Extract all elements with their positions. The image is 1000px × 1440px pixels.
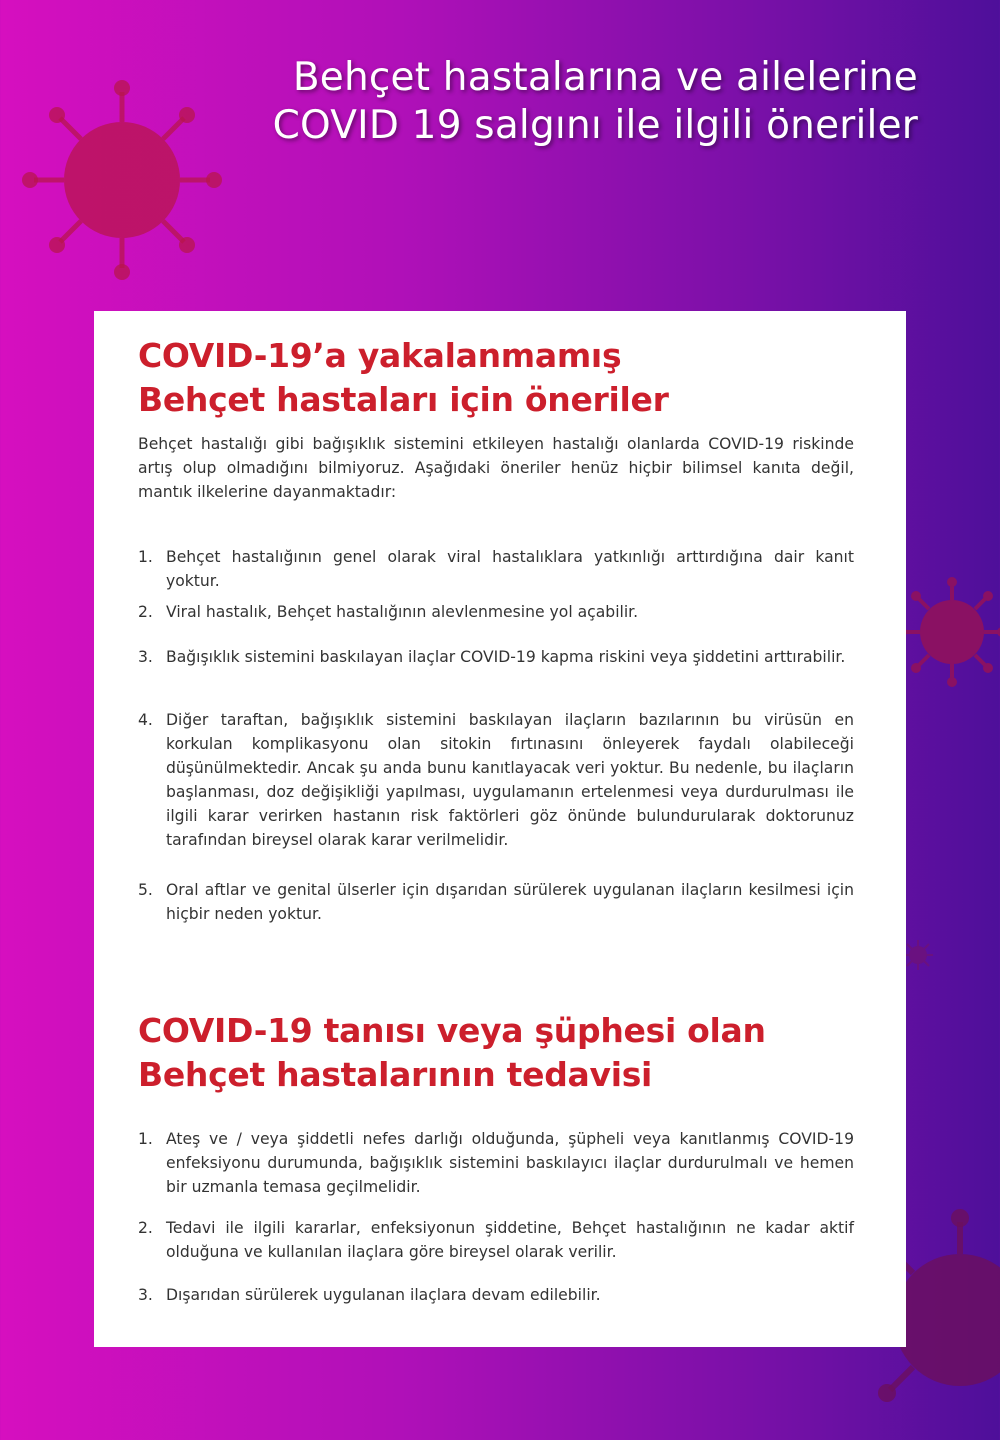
page-title-line: Behçet hastalarına ve ailelerine (292, 55, 918, 100)
list-number: 3. (138, 648, 153, 666)
page-title (158, 54, 918, 150)
list-text: Tedavi ile ilgili kararlar, enfeksiyonun şiddetine, Behçet hastalığının ne kadar aktif olduğuna ve kullanılan ilaçlara göre bireysel olarak verilir. (166, 1219, 854, 1261)
list-text: Bağışıklık sistemini baskılayan ilaçlar COVID-19 kapma riskini veya şiddetini arttırabilir. (166, 648, 846, 666)
section-title-line: COVID-19 tanısı veya şüphesi olan (138, 1011, 766, 1050)
virus-icon (892, 572, 1000, 692)
list-text: Dışarıdan sürülerek uygulanan ilaçlara devam edilebilir. (166, 1286, 601, 1304)
list-item (138, 708, 854, 852)
list-number: 1. (138, 1130, 153, 1148)
section1-title (138, 334, 669, 422)
section-title-line: Behçet hastalarının tedavisi (138, 1055, 653, 1094)
list-item (138, 545, 854, 593)
list-number: 1. (138, 548, 153, 566)
list-item (138, 1216, 854, 1264)
list-text: Oral aftlar ve genital ülserler için dışarıdan sürülerek uygulanan ilaçların kesilmesi için hiçbir neden yoktur. (166, 881, 854, 923)
section2-title (138, 1009, 766, 1097)
list-text: Viral hastalık, Behçet hastalığının alevlenmesine yol açabilir. (166, 603, 639, 621)
section-title-line: Behçet hastaları için öneriler (138, 380, 669, 419)
list-item (138, 1283, 854, 1307)
list-text: Ateş ve / veya şiddetli nefes darlığı olduğunda, şüpheli veya kanıtlanmış COVID-19 enfeksiyonu durumunda, bağışıklık sistemini baskılayıcı ilaçlar durdurulmalı ve hemen bir uzmanla temasa geçilmelidir. (166, 1130, 854, 1196)
list-text: Behçet hastalığının genel olarak viral hastalıklara yatkınlığı arttırdığına dair kanıt yoktur. (166, 548, 854, 590)
list-text: Diğer taraftan, bağışıklık sistemini baskılayan ilaçların bazılarının bu virüsün en korkulan komplikasyonu olan sitokin fırtınasını önleyerek faydalı olabileceği düşünülmektedir. Ancak şu anda bunu kanıtlayacak veri yoktur. Bu nedenle, bu ilaçların başlanması, doz değişikliği yapılması, uygulamanın ertelenmesi veya durdurulması ile ilgili karar verirken hastanın risk faktörleri göz önünde bulundurularak doktorunuz tarafından bireysel olarak karar verilmelidir. (166, 711, 854, 849)
list-item (138, 1127, 854, 1199)
list-number: 3. (138, 1286, 153, 1304)
content-card (94, 311, 906, 1347)
page-title-line: COVID 19 salgını ile ilgili öneriler (272, 103, 918, 148)
list-number: 2. (138, 1219, 153, 1237)
section1-intro: Behçet hastalığı gibi bağışıklık sistemini etkileyen hastalığı olanlarda COVID-19 riskinde artış olup olmadığını bilmiyoruz. Aşağıdaki öneriler henüz hiçbir bilimsel kanıta değil, mantık ilkelerine dayanmaktadır: (138, 435, 854, 501)
list-item (138, 878, 854, 926)
list-item (138, 645, 854, 669)
section-title-line: COVID-19’a yakalanmamış (138, 336, 622, 375)
list-number: 2. (138, 603, 153, 621)
list-number: 4. (138, 711, 153, 729)
list-number: 5. (138, 881, 153, 899)
list-item (138, 600, 854, 624)
